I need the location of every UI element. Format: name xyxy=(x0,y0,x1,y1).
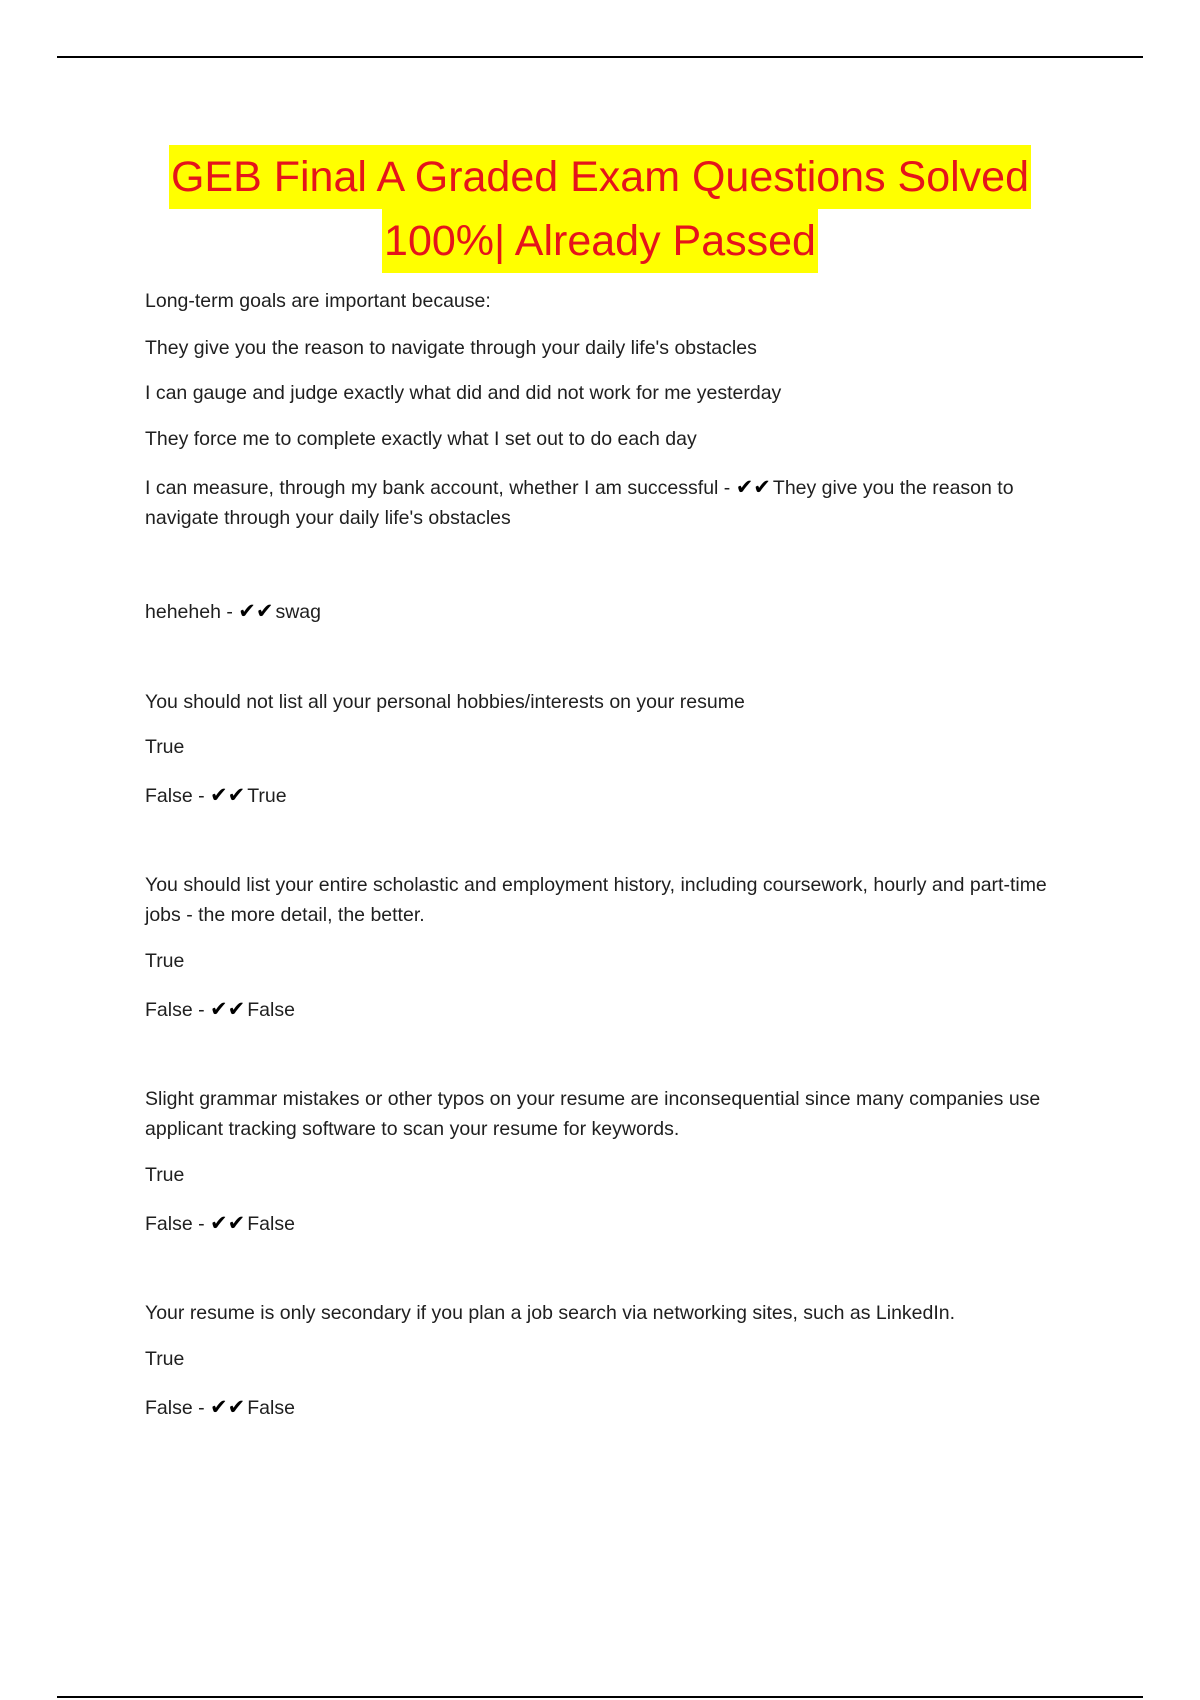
document-title xyxy=(0,145,1200,273)
answer-option-text: I can measure, through my bank account, whether I am successful - xyxy=(145,477,731,499)
double-checkmark-icon: ✔✔ xyxy=(210,1395,246,1419)
answer-option: They force me to complete exactly what I set out to do each day xyxy=(145,428,697,450)
double-checkmark-icon: ✔✔ xyxy=(210,997,246,1021)
question-with-answer xyxy=(145,596,1085,627)
option-false: False - xyxy=(145,1397,205,1419)
double-checkmark-icon: ✔✔ xyxy=(735,475,771,499)
option-false-with-answer xyxy=(145,1208,1085,1239)
correct-answer: False xyxy=(247,999,295,1021)
answer-option-with-answer xyxy=(145,472,1085,533)
option-false: False - xyxy=(145,785,205,807)
option-false-with-answer xyxy=(145,780,1085,811)
option-true: True xyxy=(145,950,185,972)
title-line-1: GEB Final A Graded Exam Questions Solved xyxy=(169,145,1031,209)
option-true: True xyxy=(145,1164,185,1186)
option-false-with-answer xyxy=(145,994,1085,1025)
double-checkmark-icon: ✔✔ xyxy=(210,1211,246,1235)
correct-answer: They give you the reason to navigate through your daily life's obstacles xyxy=(145,477,1014,529)
question-prompt: You should not list all your personal hobbies/interests on your resume xyxy=(145,691,745,713)
option-false: False - xyxy=(145,1213,205,1235)
bottom-rule xyxy=(57,1696,1143,1698)
question-prompt: Your resume is only secondary if you plan a job search via networking sites, such as LinkedIn. xyxy=(145,1302,956,1324)
double-checkmark-icon: ✔✔ xyxy=(238,599,274,623)
correct-answer: swag xyxy=(275,601,321,623)
double-checkmark-icon: ✔✔ xyxy=(210,783,246,807)
option-true: True xyxy=(145,1348,185,1370)
correct-answer: True xyxy=(247,785,287,807)
correct-answer: False xyxy=(247,1397,295,1419)
answer-option: They give you the reason to navigate through your daily life's obstacles xyxy=(145,337,757,359)
answer-option: I can gauge and judge exactly what did and did not work for me yesterday xyxy=(145,382,782,404)
correct-answer: False xyxy=(247,1213,295,1235)
question-prompt: heheheh - xyxy=(145,601,233,623)
option-false-with-answer xyxy=(145,1392,1085,1423)
option-true: True xyxy=(145,736,185,758)
title-line-2: 100%| Already Passed xyxy=(382,209,818,273)
option-false: False - xyxy=(145,999,205,1021)
question-prompt: You should list your entire scholastic and employment history, including coursework, hourly and part-time jobs - the more detail, the better. xyxy=(145,874,1047,926)
question-prompt: Long-term goals are important because: xyxy=(145,290,491,312)
top-rule xyxy=(57,56,1143,58)
question-prompt: Slight grammar mistakes or other typos on your resume are inconsequential since many companies use applicant tracking software to scan your resume for keywords. xyxy=(145,1088,1041,1140)
